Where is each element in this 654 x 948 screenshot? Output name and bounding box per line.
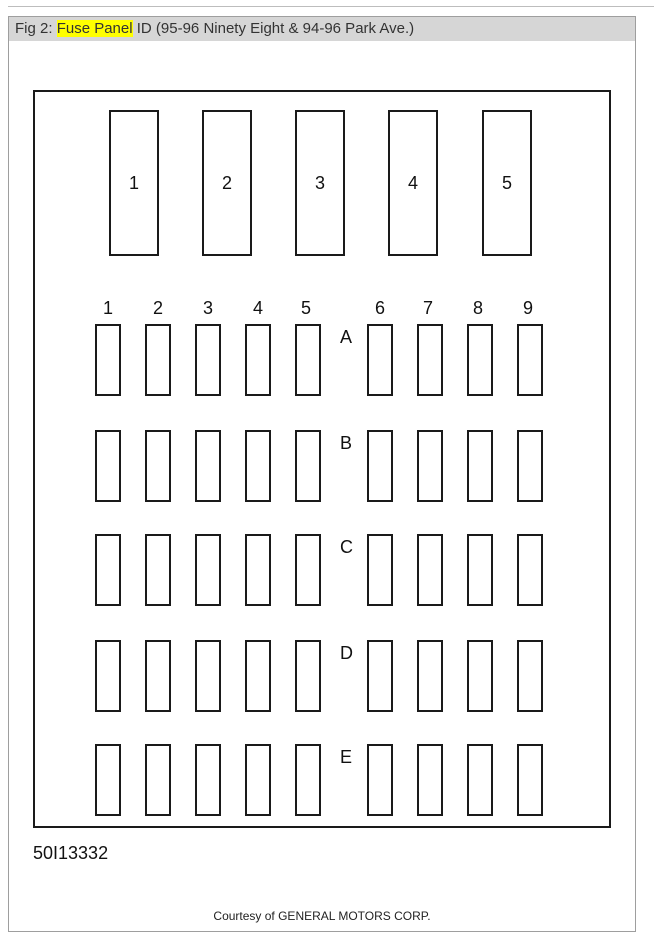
- fuse-c7: [417, 534, 443, 606]
- fuse-a3: [195, 324, 221, 396]
- column-number-2: 2: [153, 298, 164, 318]
- fuse-a6: [367, 324, 393, 396]
- fuse-a1: [95, 324, 121, 396]
- caption-prefix: Fig 2:: [15, 20, 57, 37]
- fuse-b9: [517, 430, 543, 502]
- fuse-e1: [95, 744, 121, 816]
- column-number-5: 5: [301, 298, 312, 318]
- big-fuse-2: 2: [202, 110, 252, 256]
- fuse-b1: [95, 430, 121, 502]
- fuse-d5: [295, 640, 321, 712]
- fuse-c4: [245, 534, 271, 606]
- column-number-1: 1: [103, 298, 114, 318]
- part-number: 50I13332: [33, 843, 109, 863]
- big-fuse-3: 3: [295, 110, 345, 256]
- fuse-c9: [517, 534, 543, 606]
- fuse-d6: [367, 640, 393, 712]
- column-number-3: 3: [203, 298, 214, 318]
- fuse-b3: [195, 430, 221, 502]
- fuse-e7: [417, 744, 443, 816]
- figure-frame: [8, 16, 636, 932]
- fuse-b6: [367, 430, 393, 502]
- fuse-c1: [95, 534, 121, 606]
- fuse-d1: [95, 640, 121, 712]
- row-letter-e: E: [340, 747, 353, 767]
- fuse-e8: [467, 744, 493, 816]
- fuse-e6: [367, 744, 393, 816]
- row-letter-c: C: [340, 537, 353, 557]
- caption-highlight: Fuse Panel: [56, 20, 133, 37]
- fuse-c8: [467, 534, 493, 606]
- fuse-a8: [467, 324, 493, 396]
- row-letter-a: A: [340, 327, 353, 347]
- fuse-panel-diagram: [33, 90, 611, 828]
- column-number-9: 9: [523, 298, 534, 318]
- fuse-d3: [195, 640, 221, 712]
- fuse-b2: [145, 430, 171, 502]
- fuse-d8: [467, 640, 493, 712]
- fuse-a9: [517, 324, 543, 396]
- fuse-c2: [145, 534, 171, 606]
- fuse-b8: [467, 430, 493, 502]
- fuse-b4: [245, 430, 271, 502]
- fuse-d2: [145, 640, 171, 712]
- fuse-d9: [517, 640, 543, 712]
- top-rule: [8, 6, 654, 7]
- fuse-c5: [295, 534, 321, 606]
- credit-line: Courtesy of GENERAL MOTORS CORP.: [213, 909, 431, 923]
- fuse-c3: [195, 534, 221, 606]
- fuse-a4: [245, 324, 271, 396]
- fuse-d4: [245, 640, 271, 712]
- fuse-e4: [245, 744, 271, 816]
- column-number-8: 8: [473, 298, 484, 318]
- big-fuse-4: 4: [388, 110, 438, 256]
- column-number-7: 7: [423, 298, 434, 318]
- fuse-d7: [417, 640, 443, 712]
- fuse-b5: [295, 430, 321, 502]
- fuse-a5: [295, 324, 321, 396]
- column-number-4: 4: [253, 298, 264, 318]
- figure-caption: [9, 17, 635, 41]
- fuse-e2: [145, 744, 171, 816]
- big-fuse-5: 5: [482, 110, 532, 256]
- row-letter-d: D: [340, 643, 353, 663]
- fuse-a2: [145, 324, 171, 396]
- row-letter-b: B: [340, 433, 353, 453]
- caption-suffix: ID (95-96 Ninety Eight & 94-96 Park Ave.): [132, 20, 415, 37]
- fuse-e9: [517, 744, 543, 816]
- big-fuse-1: 1: [109, 110, 159, 256]
- fuse-c6: [367, 534, 393, 606]
- fuse-e5: [295, 744, 321, 816]
- fuse-b7: [417, 430, 443, 502]
- fuse-e3: [195, 744, 221, 816]
- column-number-6: 6: [375, 298, 386, 318]
- fuse-a7: [417, 324, 443, 396]
